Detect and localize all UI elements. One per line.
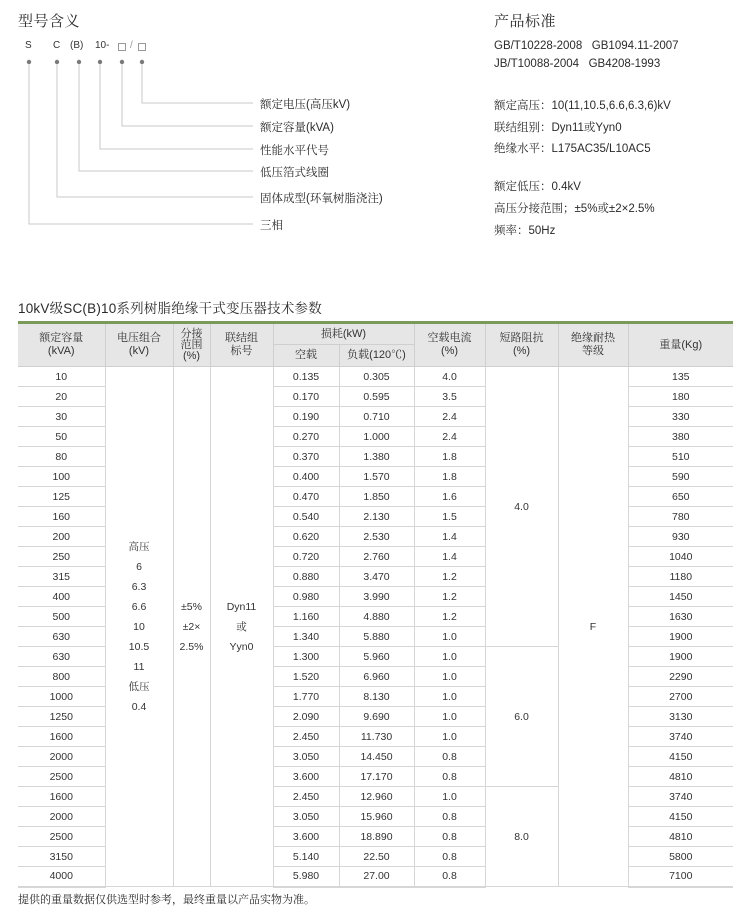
cell-noload-current: 1.0	[414, 667, 485, 687]
cell-capacity: 2000	[18, 807, 105, 827]
header-connection-line1: 联结组	[225, 332, 258, 344]
cell-weight: 3740	[628, 787, 733, 807]
cell-load-loss: 5.960	[339, 647, 414, 667]
cell-weight: 1900	[628, 627, 733, 647]
cell-noload-loss: 0.190	[273, 407, 339, 427]
cell-weight: 4810	[628, 767, 733, 787]
cell-noload-current: 1.4	[414, 547, 485, 567]
header-noload-current-line2: (%)	[440, 345, 459, 357]
cell-load-loss: 3.990	[339, 587, 414, 607]
cell-capacity: 160	[18, 507, 105, 527]
cell-noload-loss: 3.600	[273, 827, 339, 847]
cell-noload-loss: 1.770	[273, 687, 339, 707]
cell-noload-loss: 0.980	[273, 587, 339, 607]
cell-noload-loss: 0.540	[273, 507, 339, 527]
model-diagram-lines	[0, 0, 260, 240]
header-connection-line2: 标号	[230, 345, 253, 357]
cell-load-loss: 22.50	[339, 847, 414, 867]
cell-noload-current: 0.8	[414, 827, 485, 847]
cell-weight: 1180	[628, 567, 733, 587]
cell-noload-loss: 5.140	[273, 847, 339, 867]
cell-connection-group	[210, 367, 273, 887]
cell-voltage-combination-line: 高压	[128, 540, 150, 553]
cell-capacity: 1000	[18, 687, 105, 707]
cell-capacity: 80	[18, 447, 105, 467]
cell-tap-range-line: 2.5%	[179, 640, 204, 653]
cell-noload-loss: 0.170	[273, 387, 339, 407]
cell-noload-current: 1.8	[414, 447, 485, 467]
cell-capacity: 20	[18, 387, 105, 407]
cell-impedance: 6.0	[485, 647, 558, 787]
cell-weight: 4150	[628, 747, 733, 767]
cell-voltage-combination-line: 6.6	[131, 600, 147, 613]
header-capacity-line1: 额定容量	[39, 332, 84, 344]
spec-frequency: 频率：50Hz	[494, 225, 556, 237]
cell-tap-range-line: ±2×	[182, 620, 201, 633]
cell-noload-loss: 0.470	[273, 487, 339, 507]
cell-weight: 4810	[628, 827, 733, 847]
header-impedance	[485, 323, 558, 367]
cell-capacity: 250	[18, 547, 105, 567]
leader-line-three-phase	[29, 64, 253, 224]
leader-line-foil	[79, 64, 253, 171]
cell-capacity: 400	[18, 587, 105, 607]
cell-noload-loss: 2.450	[273, 727, 339, 747]
cell-capacity: 630	[18, 627, 105, 647]
cell-capacity: 1600	[18, 727, 105, 747]
cell-capacity: 800	[18, 667, 105, 687]
header-insulation-line1: 绝缘耐热	[571, 332, 615, 344]
cell-weight: 3740	[628, 727, 733, 747]
cell-noload-current: 0.8	[414, 847, 485, 867]
header-loss: 损耗(kW)	[273, 323, 414, 345]
cell-noload-loss: 3.600	[273, 767, 339, 787]
cell-weight: 1900	[628, 647, 733, 667]
cell-noload-loss: 0.880	[273, 567, 339, 587]
cell-load-loss: 1.570	[339, 467, 414, 487]
cell-noload-loss: 0.135	[273, 367, 339, 387]
cell-capacity: 2500	[18, 767, 105, 787]
cell-load-loss: 12.960	[339, 787, 414, 807]
cell-voltage-combination-line: 10	[133, 620, 145, 633]
cell-noload-current: 0.8	[414, 747, 485, 767]
dot-s	[27, 60, 31, 64]
cell-noload-current: 1.8	[414, 467, 485, 487]
dot-10	[98, 60, 102, 64]
cell-load-loss: 18.890	[339, 827, 414, 847]
leader-line-cast	[57, 64, 253, 197]
cell-weight: 2290	[628, 667, 733, 687]
table-body	[18, 367, 733, 887]
spec-rated-hv: 额定高压：10(11,10.5,6.6,6.3,6)kV	[494, 100, 671, 112]
cell-load-loss: 15.960	[339, 807, 414, 827]
cell-capacity: 30	[18, 407, 105, 427]
table-row	[18, 367, 733, 387]
dot-c	[55, 60, 59, 64]
cell-capacity: 3150	[18, 847, 105, 867]
cell-voltage-combination-line: 11	[133, 660, 145, 673]
cell-weight: 5800	[628, 847, 733, 867]
header-impedance-line1: 短路阻抗	[499, 332, 544, 344]
cell-capacity: 630	[18, 647, 105, 667]
cell-capacity: 50	[18, 427, 105, 447]
header-connection	[210, 323, 273, 367]
cell-weight: 180	[628, 387, 733, 407]
header-tap-line1: 分接	[180, 327, 203, 340]
cell-voltage-combination-line: 10.5	[128, 640, 150, 653]
cell-noload-current: 1.0	[414, 727, 485, 747]
leader-line-performance	[100, 64, 253, 149]
code-slash: /	[130, 40, 133, 51]
cell-load-loss: 8.130	[339, 687, 414, 707]
cell-capacity: 100	[18, 467, 105, 487]
header-capacity-line2: (kVA)	[47, 345, 75, 357]
cell-noload-current: 2.4	[414, 407, 485, 427]
cell-noload-current: 0.8	[414, 867, 485, 887]
spec-rated-lv: 额定低压：0.4kV	[494, 181, 581, 193]
cell-capacity: 315	[18, 567, 105, 587]
cell-noload-current: 1.6	[414, 487, 485, 507]
cell-noload-current: 0.8	[414, 767, 485, 787]
header-tap-line3: (%)	[182, 349, 201, 362]
leader-line-voltage	[142, 64, 253, 103]
cell-weight: 930	[628, 527, 733, 547]
cell-impedance: 4.0	[485, 367, 558, 647]
diagram-dots	[27, 60, 144, 64]
cell-noload-current: 1.0	[414, 647, 485, 667]
cell-capacity: 125	[18, 487, 105, 507]
cell-noload-current: 1.0	[414, 787, 485, 807]
dot-capacity	[120, 60, 124, 64]
cell-weight: 135	[628, 367, 733, 387]
cell-noload-loss: 3.050	[273, 807, 339, 827]
cell-connection-group-line: Dyn11	[226, 600, 257, 613]
cell-load-loss: 5.880	[339, 627, 414, 647]
header-capacity	[18, 323, 105, 367]
label-performance-code: 性能水平代号	[260, 145, 329, 157]
cell-noload-current: 3.5	[414, 387, 485, 407]
cell-tap-range-line: ±5%	[181, 600, 202, 613]
code-letter-10: 10-	[95, 40, 110, 51]
cell-weight: 650	[628, 487, 733, 507]
cell-noload-loss: 5.980	[273, 867, 339, 887]
cell-capacity: 1250	[18, 707, 105, 727]
cell-noload-current: 2.4	[414, 427, 485, 447]
cell-weight: 780	[628, 507, 733, 527]
cell-voltage-combination-line: 低压	[128, 680, 150, 693]
cell-noload-loss: 1.300	[273, 647, 339, 667]
cell-weight: 3130	[628, 707, 733, 727]
cell-noload-current: 1.2	[414, 567, 485, 587]
header-loss-load: 负载(120℃)	[339, 345, 414, 367]
cell-load-loss: 17.170	[339, 767, 414, 787]
model-meaning-title: 型号含义	[18, 12, 81, 30]
cell-voltage-combination-line: 6.3	[131, 580, 147, 593]
cell-load-loss: 3.470	[339, 567, 414, 587]
cell-connection-group-line: Yyn0	[229, 640, 254, 653]
header-insulation-line2: 等级	[582, 345, 604, 357]
cell-noload-loss: 0.620	[273, 527, 339, 547]
header-impedance-line2: (%)	[512, 345, 531, 357]
cell-voltage-combination	[105, 367, 173, 887]
dot-voltage	[140, 60, 144, 64]
header-weight: 重量(Kg)	[628, 323, 733, 367]
cell-capacity: 2500	[18, 827, 105, 847]
spec-table	[18, 321, 733, 888]
cell-load-loss: 2.760	[339, 547, 414, 567]
cell-load-loss: 9.690	[339, 707, 414, 727]
header-insulation	[558, 323, 628, 367]
cell-noload-loss: 0.270	[273, 427, 339, 447]
cell-weight: 380	[628, 427, 733, 447]
cell-noload-loss: 2.090	[273, 707, 339, 727]
cell-load-loss: 0.595	[339, 387, 414, 407]
cell-voltage-combination-line: 6	[136, 560, 142, 573]
cell-weight: 2700	[628, 687, 733, 707]
cell-load-loss: 11.730	[339, 727, 414, 747]
cell-noload-current: 1.0	[414, 627, 485, 647]
cell-load-loss: 1.850	[339, 487, 414, 507]
code-letter-s: S	[25, 40, 32, 51]
header-loss-noload: 空载	[273, 345, 339, 367]
label-three-phase: 三相	[260, 220, 283, 232]
spec-connection-group: 联结组别：Dyn11或Yyn0	[494, 122, 622, 134]
cell-noload-current: 1.2	[414, 607, 485, 627]
cell-capacity: 2000	[18, 747, 105, 767]
cell-insulation-class: F	[558, 367, 628, 887]
cell-load-loss: 1.380	[339, 447, 414, 467]
cell-noload-loss: 0.720	[273, 547, 339, 567]
cell-noload-loss: 0.400	[273, 467, 339, 487]
cell-noload-loss: 1.160	[273, 607, 339, 627]
product-standards-title: 产品标准	[494, 12, 557, 30]
header-noload-current-line1: 空载电流	[427, 332, 472, 344]
cell-noload-current: 1.5	[414, 507, 485, 527]
cell-noload-current: 1.2	[414, 587, 485, 607]
cell-weight: 1450	[628, 587, 733, 607]
cell-noload-current: 0.8	[414, 807, 485, 827]
code-letter-b: (B)	[70, 40, 84, 51]
label-rated-voltage: 额定电压(高压kV)	[260, 99, 351, 111]
cell-noload-current: 4.0	[414, 367, 485, 387]
cell-noload-loss: 2.450	[273, 787, 339, 807]
cell-load-loss: 27.00	[339, 867, 414, 887]
cell-load-loss: 1.000	[339, 427, 414, 447]
header-voltage-line2: (kV)	[128, 345, 150, 357]
cell-capacity: 200	[18, 527, 105, 547]
header-voltage-line1: 电压组合	[117, 332, 161, 344]
dot-b	[77, 60, 81, 64]
cell-tap-range	[173, 367, 210, 887]
label-cast-resin: 固体成型(环氧树脂浇注)	[260, 193, 383, 205]
header-tap-line2: 范围	[180, 338, 203, 351]
cell-weight: 590	[628, 467, 733, 487]
cell-weight: 510	[628, 447, 733, 467]
cell-weight: 1040	[628, 547, 733, 567]
header-voltage	[105, 323, 173, 367]
cell-capacity: 500	[18, 607, 105, 627]
label-foil-coil: 低压箔式线圈	[260, 167, 329, 179]
cell-noload-loss: 1.520	[273, 667, 339, 687]
cell-load-loss: 0.305	[339, 367, 414, 387]
cell-noload-current: 1.0	[414, 687, 485, 707]
cell-weight: 330	[628, 407, 733, 427]
code-letter-c: C	[53, 40, 61, 51]
cell-load-loss: 2.130	[339, 507, 414, 527]
cell-load-loss: 4.880	[339, 607, 414, 627]
cell-noload-loss: 3.050	[273, 747, 339, 767]
cell-connection-group-line: 或	[236, 620, 247, 633]
weight-footnote: 提供的重量数据仅供选型时参考，最终重量以产品实物为准。	[18, 894, 315, 906]
cell-noload-current: 1.4	[414, 527, 485, 547]
cell-impedance: 8.0	[485, 787, 558, 887]
cell-noload-loss: 1.340	[273, 627, 339, 647]
cell-load-loss: 2.530	[339, 527, 414, 547]
cell-capacity: 10	[18, 367, 105, 387]
header-noload-current	[414, 323, 485, 367]
table-title: 10kV级SC(B)10系列树脂绝缘干式变压器技术参数	[18, 301, 322, 316]
cell-voltage-combination-line: 0.4	[131, 700, 147, 713]
cell-capacity: 1600	[18, 787, 105, 807]
cell-noload-loss: 0.370	[273, 447, 339, 467]
cell-load-loss: 6.960	[339, 667, 414, 687]
standard-line: GB/T10228-2008 GB1094.11-2007	[494, 40, 679, 52]
cell-weight: 4150	[628, 807, 733, 827]
cell-load-loss: 0.710	[339, 407, 414, 427]
cell-load-loss: 14.450	[339, 747, 414, 767]
cell-capacity: 4000	[18, 867, 105, 887]
cell-noload-current: 1.0	[414, 707, 485, 727]
spec-tap-range: 高压分接范围；±5%或±2×2.5%	[494, 203, 655, 215]
header-tap	[173, 323, 210, 367]
spec-insulation-level: 绝缘水平：L175AC35/L10AC5	[494, 143, 651, 155]
label-rated-capacity: 额定容量(kVA)	[260, 122, 334, 134]
cell-weight: 1630	[628, 607, 733, 627]
cell-weight: 7100	[628, 867, 733, 887]
standard-line: JB/T10088-2004 GB4208-1993	[494, 58, 661, 70]
